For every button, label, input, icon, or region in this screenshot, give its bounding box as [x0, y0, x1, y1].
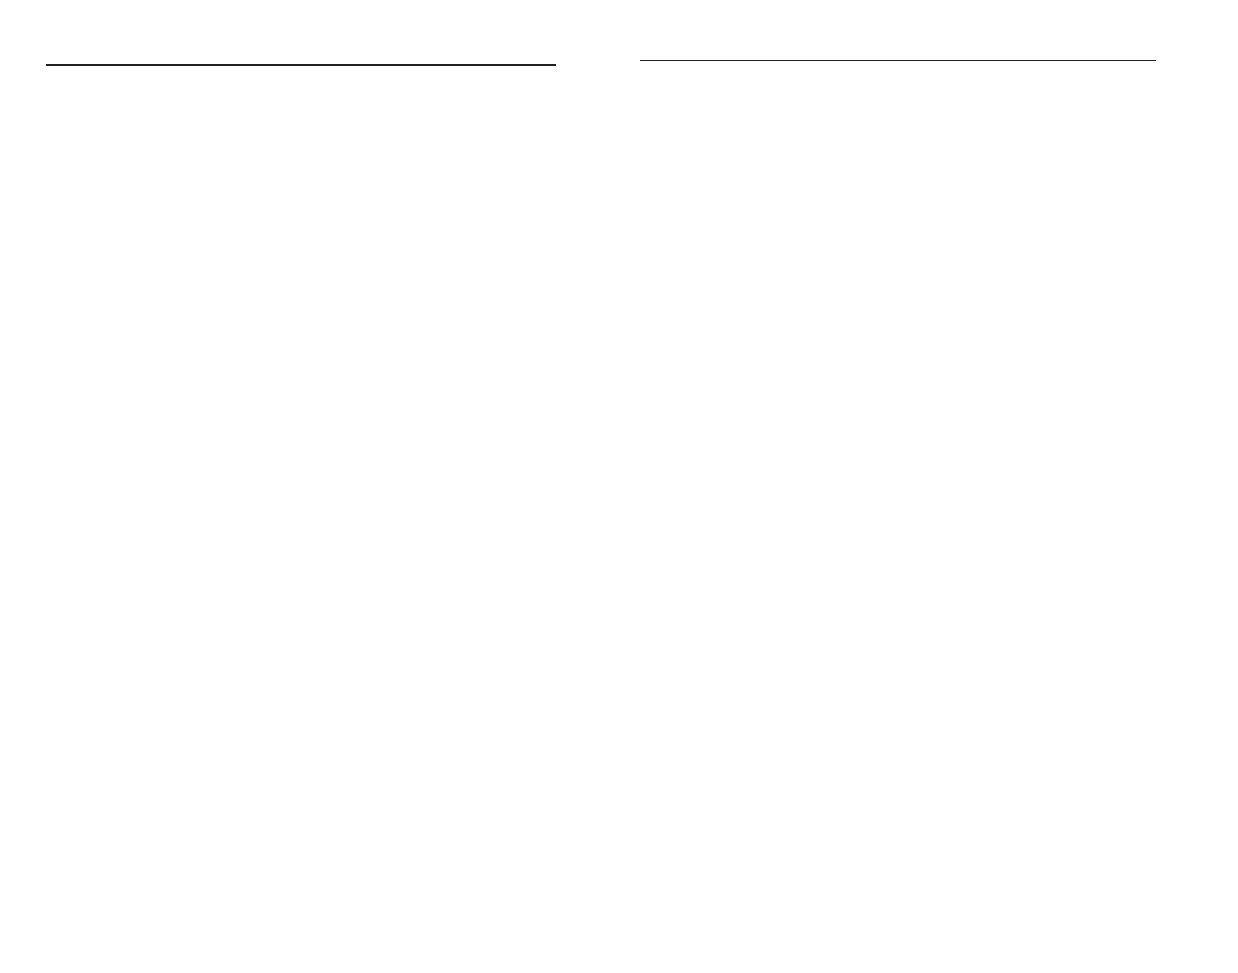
- bulletin-left-page: [46, 0, 556, 973]
- bulletin-right-page: [640, 0, 1156, 973]
- header-divider: [46, 64, 556, 66]
- heading-divider: [640, 60, 1156, 61]
